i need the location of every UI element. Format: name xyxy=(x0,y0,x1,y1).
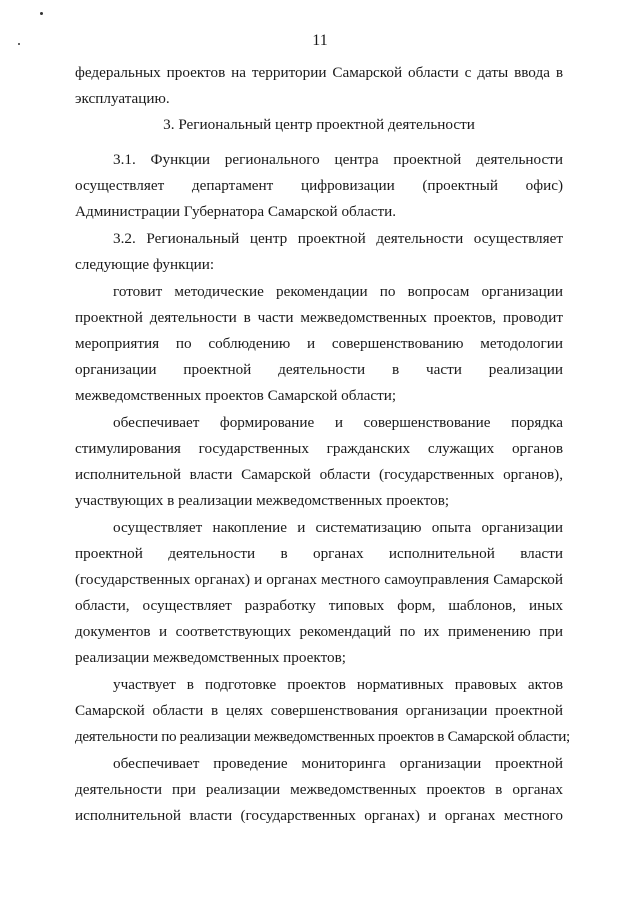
text-line: области, осуществляет разработку типовых форм, шаблонов, иных xyxy=(75,597,563,614)
page-number: 11 xyxy=(312,32,328,49)
section-heading: 3. Региональный центр проектной деятельности xyxy=(163,116,475,133)
text-line: участвует в подготовке проектов нормативных правовых актов xyxy=(113,676,563,693)
text-line: эксплуатацию. xyxy=(75,90,170,107)
text-line: обеспечивает проведение мониторинга организации проектной xyxy=(113,755,563,772)
text-line: готовит методические рекомендации по вопросам организации xyxy=(113,283,563,300)
text-line: реализации межведомственных проектов; xyxy=(75,649,347,666)
text-line: 3.2. Региональный центр проектной деятельности осуществляет xyxy=(113,230,563,247)
text-line: федеральных проектов на территории Самарской области с даты ввода в xyxy=(75,64,563,81)
text-line: деятельности по реализации межведомственных проектов в Самарской области; xyxy=(75,728,570,745)
text-line: деятельности при реализации межведомственных проектов в органах xyxy=(75,781,563,798)
text-line: Самарской области в целях совершенствования организации проектной xyxy=(75,702,563,719)
text-line: проектной деятельности в части межведомственных проектов, проводит xyxy=(75,309,563,326)
text-line: документов и соответствующих рекомендаций по их применению при xyxy=(75,623,563,640)
text-line: обеспечивает формирование и совершенствование порядка xyxy=(113,414,563,431)
text-line: исполнительной власти (государственных органах) и органах местного xyxy=(75,807,563,824)
text-line: мероприятия по соблюдению и совершенствованию методологии xyxy=(75,335,563,352)
text-line: Администрации Губернатора Самарской области. xyxy=(75,203,397,220)
text-line: (государственных органах) и органах местного самоуправления Самарской xyxy=(75,571,563,588)
text-line: осуществляет департамент цифровизации (проектный офис) xyxy=(75,177,563,194)
text-line: 3.1. Функции регионального центра проектной деятельности xyxy=(113,151,563,168)
text-line: проектной деятельности в органах исполнительной власти xyxy=(75,545,563,562)
text-line: осуществляет накопление и систематизацию опыта организации xyxy=(113,519,563,536)
text-line: межведомственных проектов Самарской области; xyxy=(75,387,397,404)
text-line: следующие функции: xyxy=(75,256,215,273)
text-line: стимулирования государственных гражданских служащих органов xyxy=(75,440,563,457)
text-line: участвующих в реализации межведомственных проектов; xyxy=(75,492,450,509)
text-line: исполнительной власти Самарской области (государственных органов), xyxy=(75,466,563,483)
scan-speck xyxy=(40,12,43,15)
text-line: организации проектной деятельности в части реализации xyxy=(75,361,563,378)
